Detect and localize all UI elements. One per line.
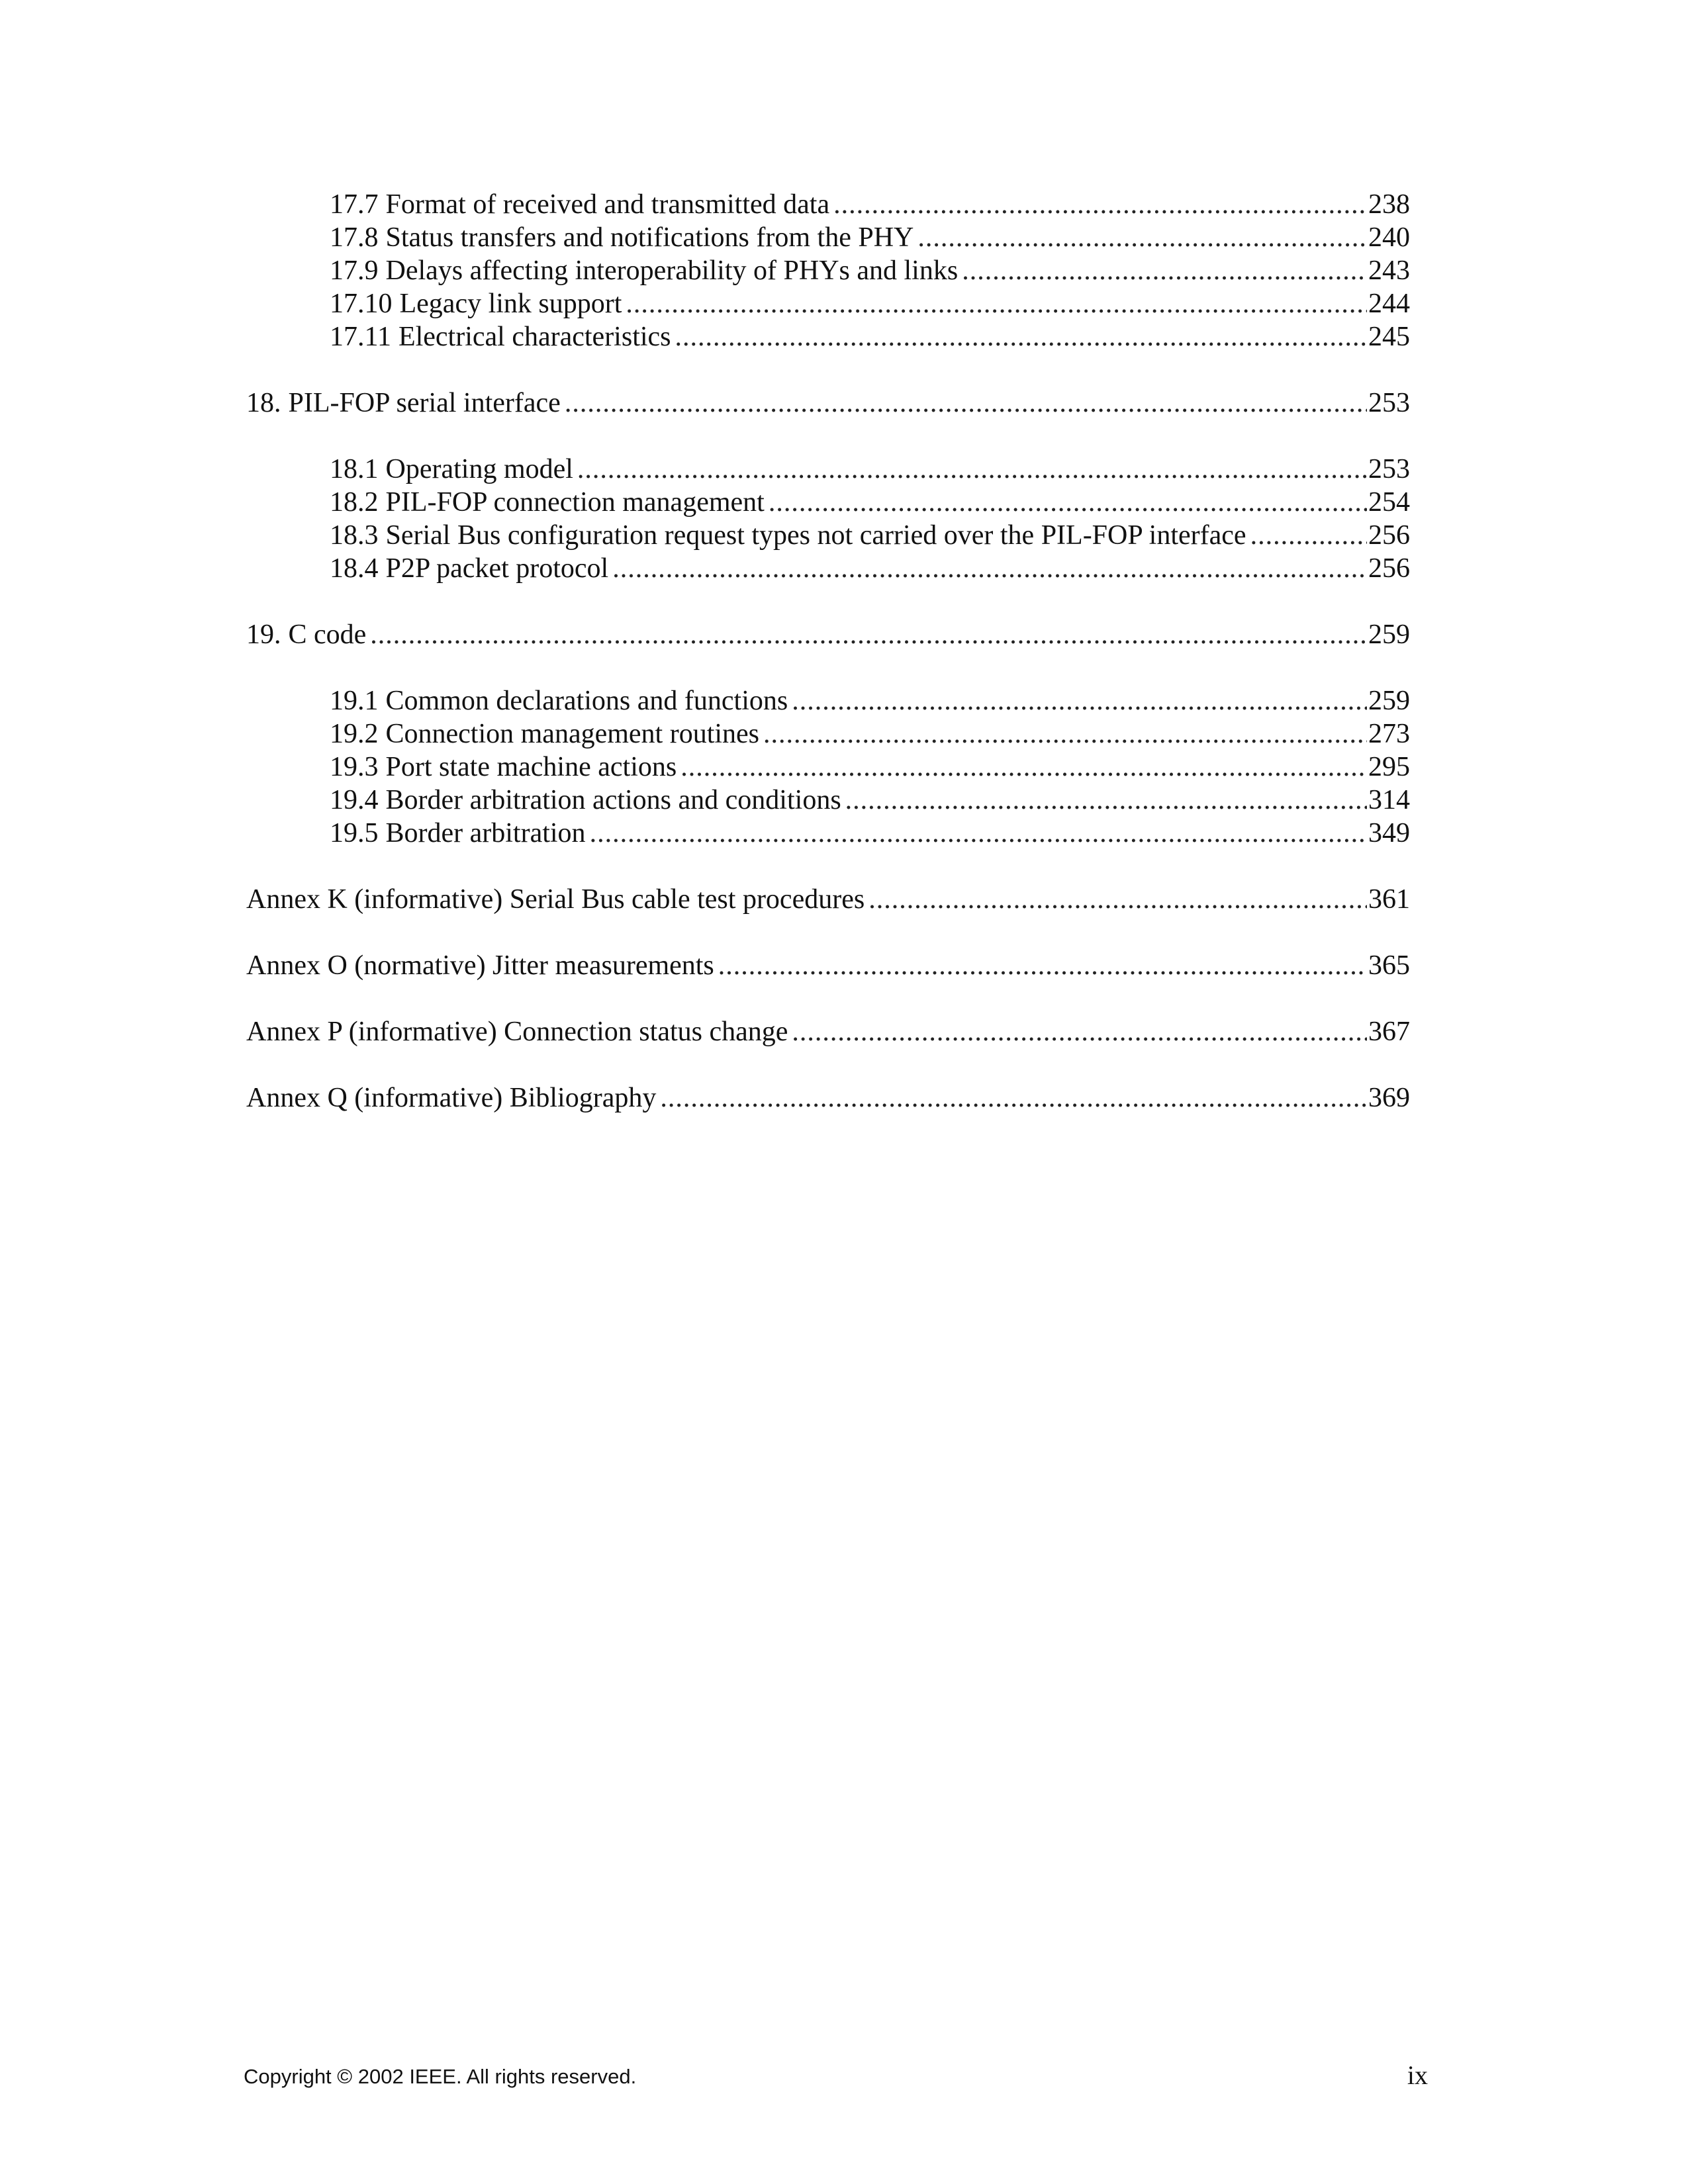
toc-group-17 bbox=[246, 188, 1410, 353]
toc-leader bbox=[792, 1015, 1367, 1048]
toc-title: Border arbitration bbox=[385, 818, 586, 848]
toc-entry-18-4[interactable] bbox=[246, 552, 1410, 585]
toc-leader bbox=[680, 751, 1367, 784]
toc-entry-19-2[interactable] bbox=[246, 717, 1410, 751]
toc-number: 17.7 bbox=[330, 189, 379, 220]
toc-number: 17.8 bbox=[330, 222, 379, 253]
toc-page-number: 240 bbox=[1368, 222, 1410, 253]
toc-page-number: 314 bbox=[1368, 785, 1410, 815]
toc-annex-p bbox=[246, 1015, 1410, 1048]
toc-entry-19-5[interactable] bbox=[246, 817, 1410, 850]
toc-leader bbox=[917, 221, 1367, 254]
toc-group-19 bbox=[246, 618, 1410, 850]
toc-title: Annex P (informative) Connection status change bbox=[246, 1017, 788, 1047]
toc-page-number: 349 bbox=[1368, 818, 1410, 848]
toc-annex-q bbox=[246, 1081, 1410, 1115]
toc-entry-17-11[interactable] bbox=[246, 320, 1410, 353]
toc-entry-18-2[interactable] bbox=[246, 486, 1410, 519]
toc-leader bbox=[612, 552, 1367, 585]
toc-page-number: 365 bbox=[1368, 950, 1410, 981]
toc-page-number: 254 bbox=[1368, 487, 1410, 518]
toc-page-number: 273 bbox=[1368, 719, 1410, 749]
footer-page-number: ix bbox=[1407, 2060, 1428, 2090]
toc-title: Border arbitration actions and conditions bbox=[385, 785, 841, 815]
toc-leader bbox=[577, 453, 1367, 486]
toc-title: Delays affecting interoperability of PHYs and links bbox=[385, 255, 959, 286]
toc-page-number: 256 bbox=[1368, 520, 1410, 551]
toc-title: PIL-FOP connection management bbox=[385, 487, 765, 518]
toc-leader bbox=[660, 1081, 1367, 1115]
toc-title: Status transfers and notifications from the PHY bbox=[385, 222, 914, 253]
toc-leader bbox=[565, 387, 1367, 420]
footer-copyright: Copyright © 2002 IEEE. All rights reserved. bbox=[244, 2065, 637, 2088]
toc-page-number: 238 bbox=[1368, 189, 1410, 220]
toc-title: Legacy link support bbox=[399, 289, 622, 319]
toc-page-number: 256 bbox=[1368, 553, 1410, 584]
toc-entry-17-7[interactable] bbox=[246, 188, 1410, 221]
toc-title: P2P packet protocol bbox=[385, 553, 609, 584]
toc-number: 17.9 bbox=[330, 255, 379, 286]
toc-group-18 bbox=[246, 387, 1410, 585]
toc-page-number: 259 bbox=[1368, 686, 1410, 716]
toc-number: 17.10 bbox=[330, 289, 393, 319]
toc-page-number: 369 bbox=[1368, 1083, 1410, 1113]
toc-title: Connection management routines bbox=[385, 719, 760, 749]
toc-number: 18.3 bbox=[330, 520, 379, 551]
toc-page-number: 243 bbox=[1368, 255, 1410, 286]
toc-annex-o bbox=[246, 949, 1410, 982]
toc-entry-19-3[interactable] bbox=[246, 751, 1410, 784]
toc-title: Serial Bus configuration request types not carried over the PIL-FOP interface bbox=[385, 520, 1246, 551]
toc-number: 18.4 bbox=[330, 553, 379, 584]
toc-entry-19-4[interactable] bbox=[246, 784, 1410, 817]
toc-entry-18-1[interactable] bbox=[246, 453, 1410, 486]
toc-leader bbox=[590, 817, 1367, 850]
toc-entry-18-3[interactable] bbox=[246, 519, 1410, 552]
toc-title: Port state machine actions bbox=[385, 752, 677, 782]
toc-leader bbox=[626, 287, 1367, 320]
toc-leader bbox=[675, 320, 1367, 353]
toc-page-number: 253 bbox=[1368, 454, 1410, 484]
toc-entry-18[interactable] bbox=[246, 387, 1410, 420]
toc-number: 19.5 bbox=[330, 818, 379, 848]
toc-annex-k bbox=[246, 883, 1410, 916]
toc-leader bbox=[962, 254, 1367, 287]
toc-leader bbox=[370, 618, 1367, 651]
toc-entry-annex-p[interactable] bbox=[246, 1015, 1410, 1048]
toc-number: 19. bbox=[246, 619, 281, 650]
toc-number: 18. bbox=[246, 388, 281, 418]
toc-number: 19.1 bbox=[330, 686, 379, 716]
toc-entry-17-8[interactable] bbox=[246, 221, 1410, 254]
toc-entry-annex-q[interactable] bbox=[246, 1081, 1410, 1115]
toc-title: Common declarations and functions bbox=[385, 686, 788, 716]
toc-page-number: 244 bbox=[1368, 289, 1410, 319]
toc-entry-annex-k[interactable] bbox=[246, 883, 1410, 916]
toc-entry-17-9[interactable] bbox=[246, 254, 1410, 287]
toc-entry-17-10[interactable] bbox=[246, 287, 1410, 320]
toc-leader bbox=[1250, 519, 1367, 552]
toc-title: C code bbox=[288, 619, 367, 650]
table-of-contents bbox=[246, 188, 1410, 1148]
toc-number: 19.2 bbox=[330, 719, 379, 749]
toc-page-number: 259 bbox=[1368, 619, 1410, 650]
toc-title: Electrical characteristics bbox=[398, 322, 671, 352]
toc-leader bbox=[792, 684, 1367, 717]
toc-number: 17.11 bbox=[330, 322, 391, 352]
toc-number: 19.4 bbox=[330, 785, 379, 815]
toc-number: 18.1 bbox=[330, 454, 379, 484]
toc-entry-annex-o[interactable] bbox=[246, 949, 1410, 982]
toc-page-number: 253 bbox=[1368, 388, 1410, 418]
toc-title: Annex Q (informative) Bibliography bbox=[246, 1083, 657, 1113]
toc-number: 18.2 bbox=[330, 487, 379, 518]
toc-title: Annex O (normative) Jitter measurements bbox=[246, 950, 714, 981]
toc-leader bbox=[833, 188, 1367, 221]
toc-title: Annex K (informative) Serial Bus cable test procedures bbox=[246, 884, 865, 915]
toc-number: 19.3 bbox=[330, 752, 379, 782]
toc-page-number: 245 bbox=[1368, 322, 1410, 352]
toc-leader bbox=[763, 717, 1367, 751]
toc-title: Operating model bbox=[385, 454, 573, 484]
toc-title: Format of received and transmitted data bbox=[385, 189, 830, 220]
toc-leader bbox=[868, 883, 1367, 916]
toc-leader bbox=[769, 486, 1367, 519]
toc-page-number: 295 bbox=[1368, 752, 1410, 782]
toc-leader bbox=[845, 784, 1367, 817]
toc-entry-19-1[interactable] bbox=[246, 684, 1410, 717]
toc-page-number: 367 bbox=[1368, 1017, 1410, 1047]
toc-leader bbox=[718, 949, 1367, 982]
toc-title: PIL-FOP serial interface bbox=[288, 388, 561, 418]
toc-entry-19[interactable] bbox=[246, 618, 1410, 651]
toc-page-number: 361 bbox=[1368, 884, 1410, 915]
